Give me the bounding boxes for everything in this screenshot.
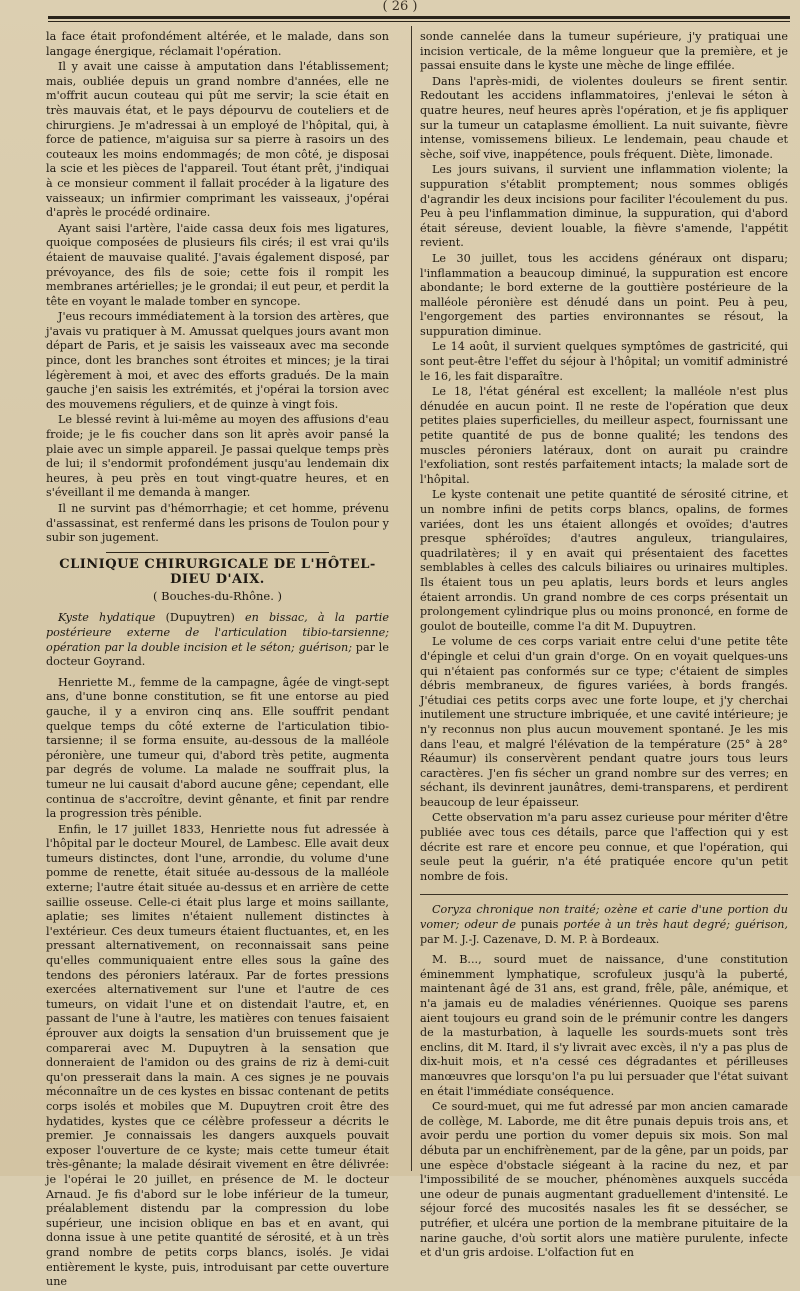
article-paragraph: la face était profondément altérée, et le malade, dans son langage énergique, réclamait l'opération. bbox=[46, 30, 389, 58]
article-separator bbox=[420, 894, 788, 895]
article-paragraph: Le blessé revint à lui-même au moyen des affusions d'eau froide; je le fis coucher dans son lit après avoir pansé la plaie avec un simple appareil. Je passai quelque temps près de lui; il s'endormit profondément jusqu'au lendemain dix heures, à peu près en tout vingt-quatre heures, et en s'éveillant il me demanda à manger. bbox=[46, 413, 389, 500]
article-paragraph: Ayant saisi l'artère, l'aide cassa deux fois mes ligatures, quoique composées de plusieurs fils cirés; il est vrai qu'ils étaient de mauvaise qualité. J'avais également disposé, par prévoyance, des fils de soie; cette fois il rompit les membranes artérielles; je le grondai; il eut peur, et perdit la tête en voyant le malade tomber en syncope. bbox=[46, 221, 389, 308]
column-divider bbox=[411, 26, 412, 1171]
case-title-part: Coryza chronique non traité; ozène et carie d'une portion du vomer; odeur de bbox=[420, 903, 788, 932]
case-paragraph: Le kyste contenait une petite quantité de sérosité citrine, et un nombre infini de petits corps blancs, opalins, de formes variées, dont les uns étaient allongés et ovoïdes; d'autres presque sphéroïdes; d'autres anguleux, triangulaires, quadrilatères; il y en avait qui présentaient des facettes semblables à celles des calculs biliaires ou urinaires multiples. Ils étaient tous un peu aplatis, leurs bords et leurs angles étaient arrondis. Un grand nombre de ces corps présentait un prolongement cylindrique plus ou moins prononcé, en forme de goulot de bouteille, comme l'a dit M. Dupuytren. bbox=[420, 488, 788, 633]
case-title-part: punais bbox=[515, 918, 564, 932]
header-rule bbox=[48, 16, 790, 22]
case-paragraph: Le volume de ces corps variait entre celui d'une petite tête d'épingle et celui d'un grain d'orge. On en voyait quelques-uns qui n'étaient pas conformés sur ce type; c'étaient de simples débris membraneux, de figures variées, à bords frangés. J'étudiai ces petits corps avec une forte loupe, et j'y cherchai inutilement une structure imbriquée, et une cavité intérieure; je n'y reconnus non plus aucun mouvement spontané. Je les mis dans l'eau, et malgré l'élévation de la température (25° à 28° Réaumur) ils conservèrent pendant quatre jours tous leurs caractères. J'en fis sécher un grand nombre sur des verres; en séchant, ils devinrent jaunâtres, demi-transparens, et perdirent beaucoup de leur épaisseur. bbox=[420, 635, 788, 809]
case-paragraph: Cette observation m'a paru assez curieuse pour mériter d'être publiée avec tous ces détails, parce que l'affection qui y est décrite est rare et encore peu connue, et que l'opération, qui seule peut la guérir, n'a été pratiquée encore qu'un petit nombre de fois. bbox=[420, 811, 788, 883]
left-column bbox=[46, 30, 389, 1291]
article-paragraph: Il ne survint pas d'hémorrhagie; et cet homme, prévenu d'assassinat, est renfermé dans les prisons de Toulon pour y subir son jugement. bbox=[46, 502, 389, 545]
article-paragraph: J'eus recours immédiatement à la torsion des artères, que j'avais vu pratiquer à M. Amussat quelques jours avant mon départ de Paris, et je saisis les vaisseaux avec ma seconde pince, dont les branches sont étroites et minces; je la tirai légèrement à moi, et avec des efforts gradués. De la main gauche j'en saisis les extrémités, et j'opérai la torsion avec des mouvemens réguliers, et de quinze à vingt fois. bbox=[46, 310, 389, 411]
case-title-part: portée à un très haut degré; guérison, bbox=[563, 918, 788, 932]
section-divider bbox=[106, 552, 329, 553]
case-paragraph: Dans l'après-midi, de violentes douleurs se firent sentir. Redoutant les accidens inflammatoires, j'enlevai le séton à quatre heures, neuf heures après l'opération, et je fis appliquer sur la tumeur un cataplasme émollient. La nuit suivante, fièvre intense, vomissemens bilieux. Le lendemain, peau chaude et sèche, soif vive, inappétence, pouls fréquent. Diète, limonade. bbox=[420, 74, 788, 161]
right-column bbox=[420, 30, 788, 1262]
case-paragraph: Henriette M., femme de la campagne, âgée de vingt-sept ans, d'une bonne constitution, se fit une entorse au pied gauche, il y a environ cinq ans. Elle souffrit pendant quelque temps du côté externe de l'articulation tibio-tarsienne; il se forma ensuite, au-dessous de la malléole péronière, une tumeur qui, d'abord très petite, augmenta par degrés de volume. La malade ne souffrait plus, la tumeur ne lui causait d'abord aucune gêne; cependant, elle continua de s'accroître, devint gênante, et finit par rendre la progression très pénible. bbox=[46, 675, 389, 821]
case-title-part: par le docteur Goyrand. bbox=[46, 640, 389, 669]
case-paragraph: Le 30 juillet, tous les accidens généraux ont disparu; l'inflammation a beaucoup diminué, la suppuration est encore abondante; le bord externe de la gouttière postérieure de la malléole péronière est dénudé dans un point. Peu à peu, l'engorgement des parties environnantes se résout, la suppuration diminue. bbox=[420, 251, 788, 338]
case-title-part: (Dupuytren) bbox=[155, 611, 245, 625]
section-title: CLINIQUE CHIRURGICALE DE L'HÔTEL-DIEU D'AIX. bbox=[59, 556, 376, 587]
case-title-part: en bissac, à la partie postérieure externe de l'articulation tibio-tarsienne; opération par la double incision et le séton; guérison; bbox=[46, 611, 389, 654]
case-title bbox=[420, 903, 788, 947]
case-paragraph: sonde cannelée dans la tumeur supérieure, j'y pratiquai une incision verticale, de la même longueur que la première, et je passai ensuite dans le kyste une mèche de linge effilée. bbox=[420, 30, 788, 73]
article-paragraph: Il y avait une caisse à amputation dans l'établissement; mais, oubliée depuis un grand nombre d'années, elle ne m'offrit aucun couteau qui pût me servir; la scie était en très mauvais état, et le pays dépourvu de couteliers et de chirurgiens. Je m'adressai à un employé de l'hôpital, qui, à force de patience, m'aiguisa sur sa pierre à rasoirs un des couteaux les moins endommagés; de mon côté, je disposai la scie et les pièces de l'appareil. Tout étant prêt, j'indiquai à ce monsieur comment il fallait procéder à la ligature des vaisseaux; un infirmier comprimant les vaisseaux, j'opérai d'après le procédé ordinaire. bbox=[46, 60, 389, 220]
page-number: ( 26 ) bbox=[382, 0, 418, 14]
section-subtitle: ( Bouches-du-Rhône. ) bbox=[152, 588, 282, 603]
case-paragraph: Enfin, le 17 juillet 1833, Henriette nous fut adressée à l'hôpital par le docteur Mourel, de Lambesc. Elle avait deux tumeurs distinctes, dont l'une, arrondie, du volume d'une pomme de renette, était située au-dessous de la malléole externe; l'autre était située au-dessus et en arrière de cette saillie osseuse. Celle-ci était plus large et moins saillante, aplatie; ses limites n'étaient nullement distinctes à l'extérieur. Ces deux tumeurs étaient fluctuantes, et, en les pressant alternativement, on reconnaissait sans peine qu'elles communiquaient entre elles sous la gaîne des tendons des péroniers latéraux. Par de fortes pressions exercées alternativement sur l'une et l'autre de ces tumeurs, on vidait l'une et on distendait l'autre, et, en passant de l'une à l'autre, les matières con tenues faisaient éprouver aux doigts la sensation d'un bruissement que je comparerai avec M. Dupuytren à la sensation que donneraient de l'amidon ou des grains de riz à demi-cuit qu'on presserait dans la main. A ces signes je ne pouvais méconnaître un de ces kystes en bissac contenant de petits corps isolés et mobiles que M. Dupuytren croit être des hydatides, kystes que ce célèbre professeur a décrits le premier. Je connaissais les dangers auxquels pouvait exposer l'ouverture de ce kyste; mais cette tumeur était très-gênante; la malade désirait vivement en être délivrée: je l'opérai le 20 juillet, en présence de M. le docteur Arnaud. Je fis d'abord sur le lobe inférieur de la tumeur, préalablement distendu par la compression du lobe supérieur, une incision oblique en bas et en avant, qui donna issue à une petite quantité de sérosité, et à un très grand nombre de petits corps blancs, isolés. Je vidai entièrement le kyste, puis, introduisant par cette ouverture une bbox=[46, 822, 389, 1289]
case-paragraph: Le 18, l'état général est excellent; la malléole n'est plus dénudée en aucun point. Il ne reste de l'opération que deux petites plaies superficielles, du meilleur aspect, fournissant une petite quantité de pus de bonne qualité; les tendons des muscles péroniers latéraux, dont on aurait pu craindre l'exfoliation, sont restés parfaitement intacts; la malade sort de l'hôpital. bbox=[420, 385, 788, 486]
case-title bbox=[46, 611, 389, 669]
case-paragraph: Le 14 août, il survient quelques symptômes de gastricité, qui sont peut-être l'effet du séjour à l'hôpital; un vomitif administré le 16, les fait disparaître. bbox=[420, 340, 788, 383]
case-paragraph: Les jours suivans, il survient une inflammation violente; la suppuration s'établit promptement; nous sommes obligés d'agrandir les deux incisions pour faciliter l'écoulement du pus. Peu à peu l'inflammation diminue, la suppuration, qui d'abord était séreuse, devient louable, la fièvre s'amende, l'appétit revient. bbox=[420, 163, 788, 250]
case-title-part: Kyste hydatique bbox=[58, 611, 156, 625]
case-paragraph: M. B..., sourd muet de naissance, d'une constitution éminemment lymphatique, scrofuleux jusqu'à la puberté, maintenant âgé de 31 ans, est grand, frêle, pâle, anémique, et n'a jamais eu de maladies vénériennes. Quoique ses parens aient toujours eu grand soin de le prémunir contre les dangers de la masturbation, à laquelle les sourds-muets sont très enclins, dit M. Itard, il s'y livrait avec excès, il n'y a pas plus de dix-huit mois, et n'a cessé ces dégradantes et périlleuses manœuvres que lorsqu'on l'a pu lui persuader que l'état suivant en était l'immédiate conséquence. bbox=[420, 953, 788, 1098]
case-title-part: par M. J.-J. Cazenave, D. M. P. à Bordeaux. bbox=[420, 932, 660, 946]
case-paragraph: Ce sourd-muet, qui me fut adressé par mon ancien camarade de collège, M. Laborde, me dit être punais depuis trois ans, et avoir perdu une portion du vomer depuis six mois. Son mal débuta par un enchifrènement, par de la gêne, par un poids, par une espèce d'obstacle siégeant à la racine du nez, et par l'impossibilité de se moucher, phénomènes auxquels succéda une odeur de punais augmentant graduellement d'intensité. Le séjour forcé des mucosités nasales les fit se dessécher, se putréfier, et ulcéra une portion de la membrane pituitaire de la narine gauche, d'où sortit alors une matière purulente, infecte et d'un gris ardoise. L'olfaction fut en bbox=[420, 1100, 788, 1260]
